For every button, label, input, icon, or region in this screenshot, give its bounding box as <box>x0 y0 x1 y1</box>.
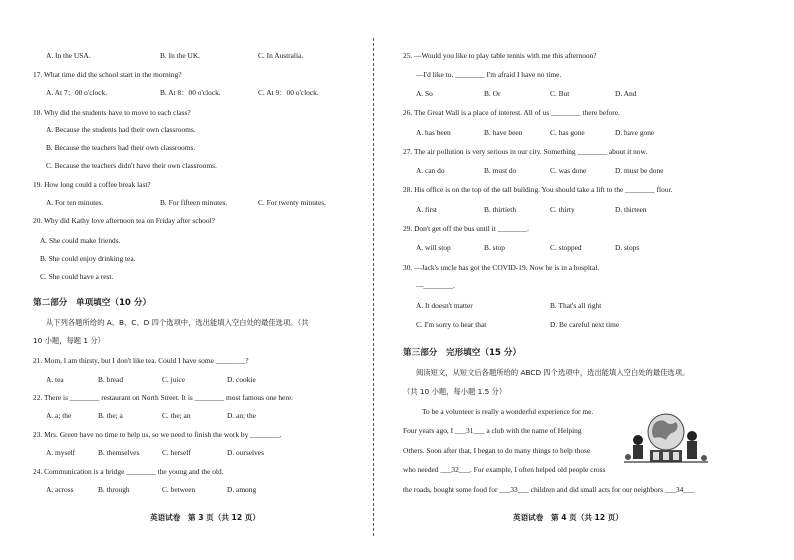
answer-option: A. will stop <box>416 243 451 252</box>
question-line: 17. What time did the school start in the morning? <box>33 70 182 79</box>
question-line: 25. —Would you like to play table tennis with me this afternoon? <box>403 51 597 60</box>
question-line: 24. Communication is a bridge ________ the young and the old. <box>33 467 224 476</box>
answer-option: C. has gone <box>550 128 585 137</box>
answer-option: C. But <box>550 89 570 98</box>
answer-option: A. In the USA. <box>46 51 91 60</box>
answer-option: B. themselves <box>98 448 140 457</box>
answer-option: D. thirteen <box>615 205 647 214</box>
answer-option: C. was done <box>550 166 587 175</box>
question-line: A. She could make friends. <box>40 236 121 245</box>
answer-option: D. have gone <box>615 128 655 137</box>
answer-option: C. At 9：00 o'clock. <box>258 88 319 97</box>
section-instruction: 10 小题，每题 1 分） <box>33 336 105 345</box>
cloze-passage-line: who needed ___32___. For example, I often helped old people cross <box>403 465 606 474</box>
answer-option: A. a; the <box>46 411 72 420</box>
question-line: 21. Mom, I am thirsty, but I don't like tea. Could I have some ________? <box>33 356 249 365</box>
answer-option: C. the; an <box>162 411 191 420</box>
question-line: 18. Why did the students have to move to each class? <box>33 108 191 117</box>
cloze-passage-line: Four years ago, I ___31___ a club with the name of Helping <box>403 426 582 435</box>
section-instruction: 从下列各题所给的 A、B、C、D 四个选项中，选出能填入空白处的最佳选项。（共 <box>46 318 309 327</box>
answer-option: C. juice <box>162 375 185 384</box>
section-instruction: 阅读短文，从短文后各题所给的 ABCD 四个选项中，选出能填入空白处的最佳选项。 <box>416 368 690 377</box>
answer-option: A. has been <box>416 128 451 137</box>
answer-option: C. herself <box>162 448 191 457</box>
answer-option: D. must be done <box>615 166 664 175</box>
question-line: C. She could have a rest. <box>40 272 114 281</box>
cloze-passage-line: To be a volunteer is really a wonderful experience for me. <box>422 407 594 416</box>
answer-option: A. For ten minutes. <box>46 198 104 207</box>
exam-page-4 <box>380 0 794 560</box>
cloze-passage-line: Others. Soon after that, I began to do many things to help those <box>403 446 591 455</box>
answer-option: B. That's all right <box>550 301 602 310</box>
answer-option: C. In Australia. <box>258 51 304 60</box>
answer-option: B. stop <box>484 243 505 252</box>
fold-divider <box>373 38 374 536</box>
answer-option: D. an; the <box>227 411 256 420</box>
question-line: B. She could enjoy drinking tea. <box>40 254 136 263</box>
answer-option: D. And <box>615 89 637 98</box>
answer-option: C. between <box>162 485 196 494</box>
question-line: —________. <box>416 281 455 290</box>
answer-option: B. through <box>98 485 130 494</box>
question-line: 19. How long could a coffee break last? <box>33 180 151 189</box>
question-line: 22. There is ________ restaurant on North Street. It is ________ most famous one here. <box>33 393 293 402</box>
answer-option: C. thirty <box>550 205 575 214</box>
answer-option: B. thirtieth <box>484 205 517 214</box>
answer-option: A. first <box>416 205 437 214</box>
answer-option: C. stopped <box>550 243 582 252</box>
answer-option: B. For fifteen minutes. <box>160 198 228 207</box>
answer-option: D. ourselves <box>227 448 264 457</box>
cloze-passage-line: the roads, bought some food for ___33___ children and did small acts for our neighbors ___34___ <box>403 485 695 494</box>
answer-option: D. among <box>227 485 257 494</box>
answer-option: C. I'm sorry to hear that <box>416 320 487 329</box>
answer-option: A. can do <box>416 166 445 175</box>
answer-option: B. Or <box>484 89 501 98</box>
answer-option: B. bread <box>98 375 124 384</box>
question-line: 26. The Great Wall is a place of interest. All of us ________ there before. <box>403 108 620 117</box>
question-line: 29. Don't get off the bus until it ________. <box>403 224 530 233</box>
answer-option: B. At 8：00 o'clock. <box>160 88 221 97</box>
answer-option: A. At 7：00 o'clock. <box>46 88 108 97</box>
answer-option: A. across <box>46 485 74 494</box>
answer-option: B. the; a <box>98 411 123 420</box>
page-footer: 英语试卷 第 4 页（共 12 页） <box>513 513 623 522</box>
answer-option: B. must do <box>484 166 517 175</box>
question-line: 23. Mrs. Green have no time to help us, so we need to finish the work by ________. <box>33 430 282 439</box>
question-line: 20. Why did Kathy love afternoon tea on Friday after school? <box>33 216 215 225</box>
volunteers-globe-illustration <box>620 410 712 468</box>
question-line: B. Because the teachers had their own classrooms. <box>46 143 196 152</box>
question-line: 27. The air pollution is very serious in our city. Something ________ about it now. <box>403 147 648 156</box>
answer-option: A. myself <box>46 448 76 457</box>
answer-option: B. have been <box>484 128 523 137</box>
answer-option: D. stops <box>615 243 640 252</box>
section-heading: 第三部分 完形填空（15 分） <box>403 348 522 358</box>
answer-option: B. In the UK. <box>160 51 201 60</box>
answer-option: A. So <box>416 89 433 98</box>
section-instruction: （共 10 小题，每小题 1.5 分） <box>403 387 507 396</box>
question-line: 28. His office is on the top of the tall building. You should take a lift to the ________ floor. <box>403 185 673 194</box>
answer-option: C. For twenty minutes. <box>258 198 326 207</box>
page-footer: 英语试卷 第 3 页（共 12 页） <box>150 513 260 522</box>
answer-option: A. It doesn't matter <box>416 301 473 310</box>
question-line: —I'd like to. ________ I'm afraid I have no time. <box>416 70 562 79</box>
answer-option: D. cookie <box>227 375 256 384</box>
question-line: A. Because the students had their own classrooms. <box>46 125 196 134</box>
section-heading: 第二部分 单项填空（10 分） <box>33 298 152 308</box>
question-line: 30. —Jack's uncle has got the COVID-19. Now he is in a hospital. <box>403 263 600 272</box>
answer-option: D. Be careful next time <box>550 320 620 329</box>
answer-option: A. tea <box>46 375 64 384</box>
question-line: C. Because the teachers didn't have their own classrooms. <box>46 161 217 170</box>
